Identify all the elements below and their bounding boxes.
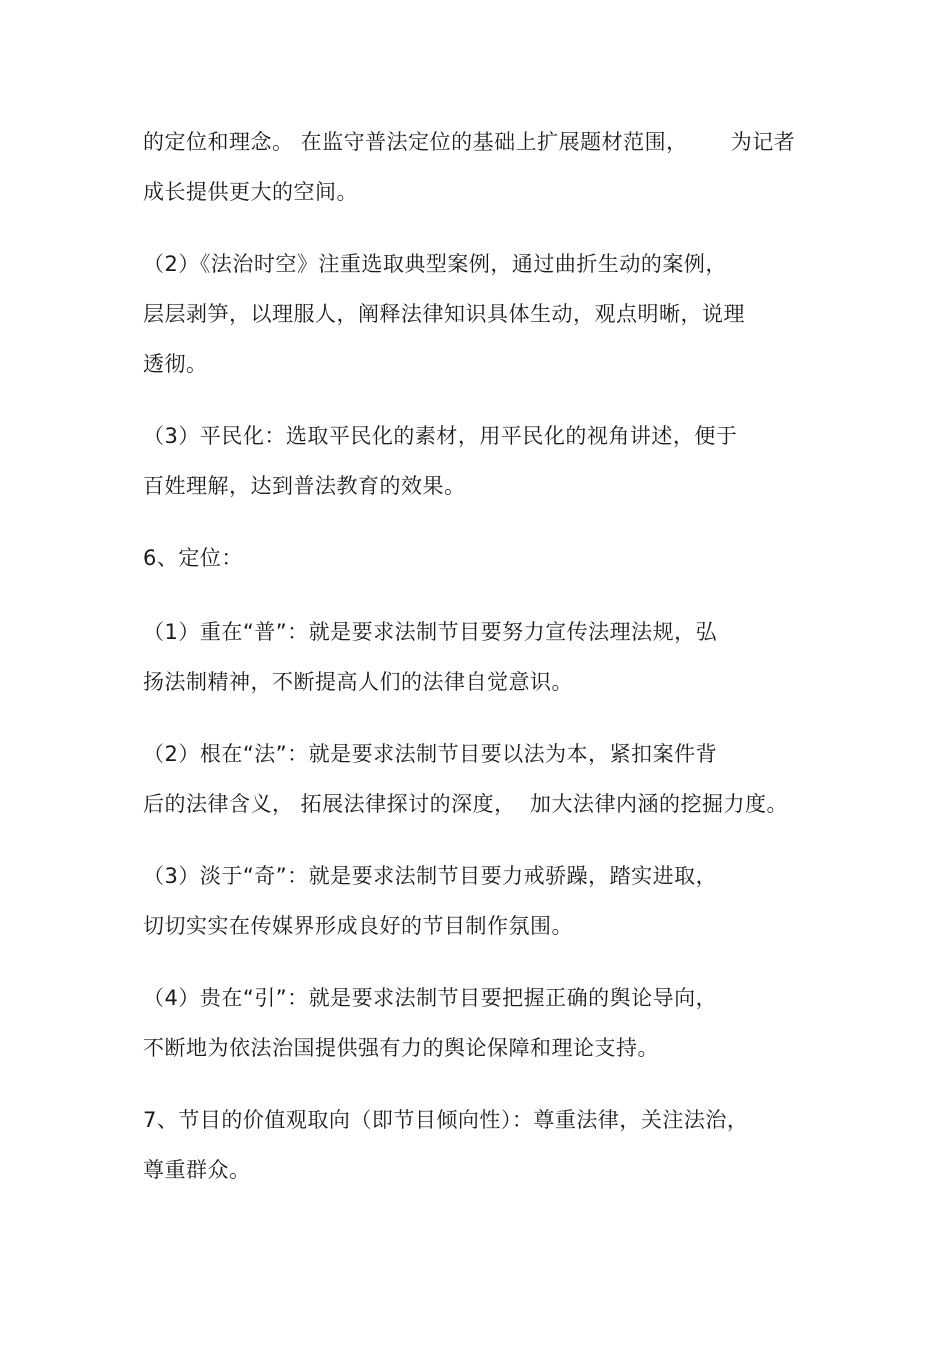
text-line: 成长提供更大的空间。 <box>143 180 358 204</box>
text-line: 层层剥笋，以理服人，阐释法律知识具体生动，观点明晰，说理 <box>143 302 745 326</box>
text-line: （2）《法治时空》注重选取典型案例，通过曲折生动的案例， <box>143 252 727 276</box>
text-line: 不断地为依法治国提供强有力的舆论保障和理论支持。 <box>143 1036 659 1060</box>
text-line: 切切实实在传媒界形成良好的节目制作氛围。 <box>143 914 573 938</box>
text-line: 后的法律含义， 拓展法律探讨的深度， 加大法律内涵的挖掘力度。 <box>143 792 789 816</box>
text-line: 百姓理解，达到普法教育的效果。 <box>143 474 466 498</box>
section-heading: 7、节目的价值观取向（即节目倾向性）：尊重法律，关注法治， <box>143 1108 749 1132</box>
text-line: 扬法制精神，不断提高人们的法律自觉意识。 <box>143 670 573 694</box>
text-line: 的定位和理念。 在监守普法定位的基础上扩展题材范围， 为记者 <box>143 130 796 154</box>
text-line: 透彻。 <box>143 352 208 376</box>
text-line: 尊重群众。 <box>143 1158 251 1182</box>
text-line: （3）淡于“奇”：就是要求法制节目要力戒骄躁，踏实进取， <box>143 864 718 888</box>
text-line: （2）根在“法”：就是要求法制节目要以法为本，紧扣案件背 <box>143 742 718 766</box>
text-line: （3）平民化：选取平民化的素材，用平民化的视角讲述，便于 <box>143 424 738 448</box>
text-line: （1）重在“普”：就是要求法制节目要努力宣传法理法规，弘 <box>143 620 718 644</box>
section-heading: 6、定位： <box>143 546 243 570</box>
text-line: （4）贵在“引”：就是要求法制节目要把握正确的舆论导向， <box>143 986 718 1010</box>
